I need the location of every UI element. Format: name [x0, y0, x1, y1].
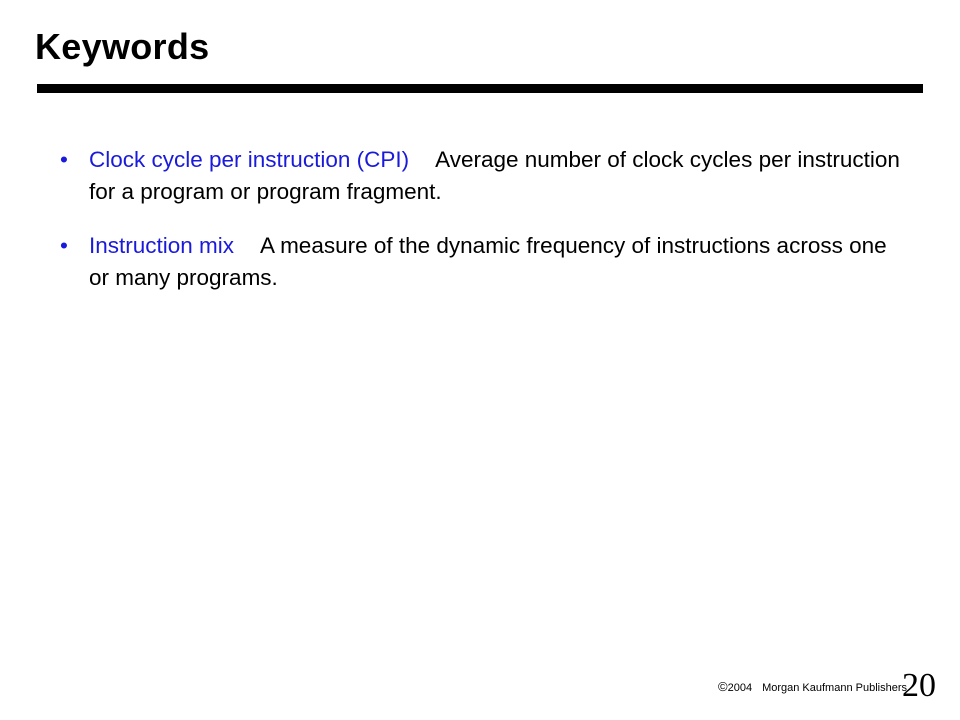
title-divider [37, 84, 923, 93]
bullet-item-instruction-mix [60, 230, 900, 294]
bullet-term: Instruction mix [89, 233, 235, 258]
bullet-dot-icon: • [60, 233, 68, 258]
publisher-name: Morgan Kaufmann Publishers [762, 682, 907, 694]
footer-copyright [718, 680, 907, 695]
bullet-term: Clock cycle per instruction (CPI) [89, 147, 410, 172]
page-number: 20 [902, 667, 936, 704]
bullet-item-cpi [60, 144, 900, 208]
slide-title: Keywords [35, 26, 210, 67]
bullet-dot-icon: • [60, 147, 68, 172]
copyright-year: 2004 [727, 682, 753, 694]
copyright-symbol: © [718, 679, 728, 694]
bullet-definition: Average number of clock cycles per instruction for a program or program fragment. [89, 147, 900, 204]
bullet-definition: A measure of the dynamic frequency of instructions across one or many programs. [89, 233, 887, 290]
bullet-list [60, 144, 900, 316]
